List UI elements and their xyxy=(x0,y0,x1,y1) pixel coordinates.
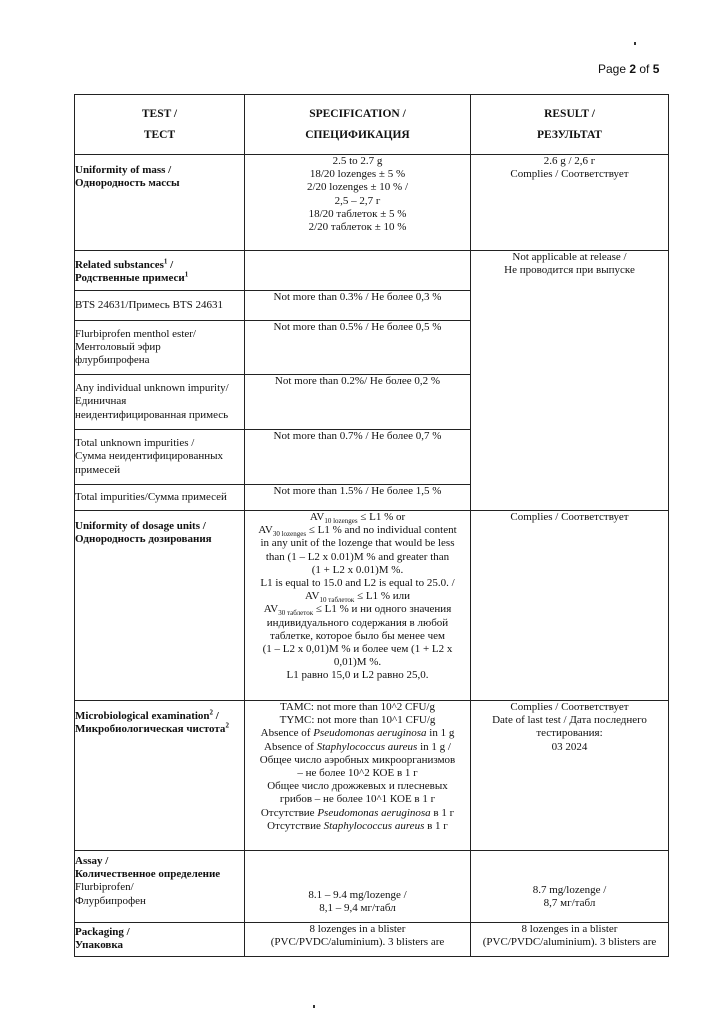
scan-speck xyxy=(634,42,636,45)
certificate-table xyxy=(74,94,669,957)
test-total-impurities: Total impurities/Сумма примесей xyxy=(75,485,245,511)
table-row xyxy=(75,701,669,851)
test-uniformity-of-dosage: Uniformity of dosage units / Однородность дозирования xyxy=(75,511,245,701)
page-number: Page 2 of 5 xyxy=(598,62,660,76)
spec-individual-unknown-impurity: Not more than 0.2%/ Не более 0,2 % xyxy=(245,375,471,430)
result-microbiological: Complies / Соответствует Date of last test / Дата последнего тестирования: 03 2024 xyxy=(471,701,669,851)
spec-total-unknown-impurities: Not more than 0.7% / Не более 0,7 % xyxy=(245,430,471,485)
table-row xyxy=(75,251,669,291)
result-assay: 8.7 mg/lozenge / 8,7 мг/табл xyxy=(471,851,669,923)
result-packaging: 8 lozenges in a blister (PVC/PVDC/aluminium). 3 blisters are xyxy=(471,923,669,957)
header-result: RESULT / РЕЗУЛЬТАТ xyxy=(471,95,669,155)
result-uniformity-of-dosage: Complies / Соответствует xyxy=(471,511,669,701)
header-test: TEST / ТЕСТ xyxy=(75,95,245,155)
spec-total-impurities: Not more than 1.5% / Не более 1,5 % xyxy=(245,485,471,511)
table-row xyxy=(75,851,669,923)
table-header-row xyxy=(75,95,669,155)
result-uniformity-of-mass: 2.6 g / 2,6 г Complies / Соответствует xyxy=(471,155,669,251)
spec-uniformity-of-dosage: $AV_{10 lozenges} \le L1$ % or $AV_{30 lozenges} \le L1$ % and no individual content in any unit of the lozenge that would be less than (1 – L2 x 0.01)M % and greater than (1 + L2 x 0.01)M %. L1 is equal to 15.0 and L2 is equal to 25.0. / $AV_{10 таблеток} \le L1$ % или $AV_{30 таблеток} \le L1$ % и ни одного значения индивидуального содержания в любой таблетке, которое было бы менее чем (1 – L2 x 0,01)M % и более чем (1 + L2 x 0,01)M %. L1 равно 15,0 и L2 равно 25,0. xyxy=(245,511,471,701)
test-assay: Assay / Количественное определение Flurbiprofen/ Флурбипрофен xyxy=(75,851,245,923)
spec-microbiological: TAMC: not more than 10^2 CFU/g TYMC: not more than 10^1 CFU/g Absence of Pseudomonas aeruginosa in 1 g Absence of Staphylococcus aureus in 1 g / Общее число аэробных микроорганизмов – не более 10^2 КОЕ в 1 г Общее число дрожжевых и плесневых грибов – не более 10^1 КОЕ в 1 г Отсутствие Pseudomonas aeruginosa в 1 г Отсутствие Staphylococcus aureus в 1 г xyxy=(245,701,471,851)
scan-speck xyxy=(313,1005,315,1008)
header-specification: SPECIFICATION / СПЕЦИФИКАЦИЯ xyxy=(245,95,471,155)
table-row xyxy=(75,155,669,251)
spec-bts-24631: Not more than 0.3% / Не более 0,3 % xyxy=(245,291,471,321)
table-row xyxy=(75,511,669,701)
spec-uniformity-of-mass: 2.5 to 2.7 g 18/20 lozenges ± 5 % 2/20 lozenges ± 10 % / 2,5 – 2,7 г 18/20 таблеток ± 5 % 2/20 таблеток ± 10 % xyxy=(245,155,471,251)
test-individual-unknown-impurity: Any individual unknown impurity/ Единичная неидентифицированная примесь xyxy=(75,375,245,430)
test-packaging: Packaging / Упаковка xyxy=(75,923,245,957)
test-uniformity-of-mass: Uniformity of mass / Однородность массы xyxy=(75,155,245,251)
spec-packaging: 8 lozenges in a blister (PVC/PVDC/aluminium). 3 blisters are xyxy=(245,923,471,957)
spec-menthol-ester: Not more than 0.5% / Не более 0,5 % xyxy=(245,321,471,375)
spec-related-substances-empty xyxy=(245,251,471,291)
test-bts-24631: BTS 24631/Примесь BTS 24631 xyxy=(75,291,245,321)
test-microbiological: Microbiological examination$^2$ / Микробиологическая чистота$^2$ xyxy=(75,701,245,851)
result-related-substances: Not applicable at release / Не проводится при выпуске xyxy=(471,251,669,511)
spec-assay: 8.1 – 9.4 mg/lozenge / 8,1 – 9,4 мг/табл xyxy=(245,851,471,923)
test-total-unknown-impurities: Total unknown impurities / Сумма неидентифицированных примесей xyxy=(75,430,245,485)
test-related-substances: Related substances$^1$ / Родственные примеси$^1$ xyxy=(75,251,245,291)
test-menthol-ester: Flurbiprofen menthol ester/ Ментоловый эфир флурбипрофена xyxy=(75,321,245,375)
table-row xyxy=(75,923,669,957)
